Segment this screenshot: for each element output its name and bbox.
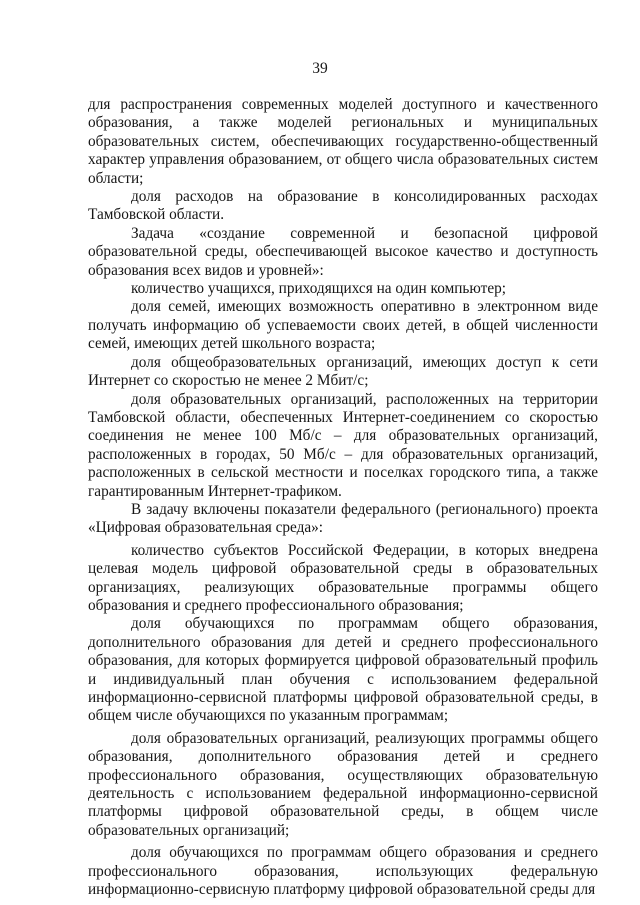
body-text	[88, 96, 598, 899]
paragraph-6: доля общеобразовательных организаций, имеющих доступ к сети Интернет со скоростью не менее 2 Мбит/с;	[88, 353, 598, 390]
paragraph-8: В задачу включены показатели федерального (регионального) проекта «Цифровая образовательная среда»:	[88, 500, 598, 537]
paragraph-5: доля семей, имеющих возможность оперативно в электронном виде получать информацию об успеваемости своих детей, в общей численности семей, имеющих детей школьного возраста;	[88, 298, 598, 353]
paragraph-12: доля обучающихся по программам общего образования и среднего профессионального образования, использующих федеральную информационно-сервисную платформу цифровой образовательной среды для	[88, 844, 598, 899]
paragraph-11: доля образовательных организаций, реализующих программы общего образования, дополнительного образования детей и среднего профессионального образования, осуществляющих образовательную деятельность с использованием федеральной информационно-сервисной платформы цифровой образовательной среды, в общем числе образовательных организаций;	[88, 729, 598, 839]
paragraph-3: Задача «создание современной и безопасной цифровой образовательной среды, обеспечивающей высокое качество и доступность образования всех видов и уровней»:	[88, 224, 598, 279]
paragraph-1: для распространения современных моделей доступного и качественного образования, а также моделей региональных и муниципальных образовательных систем, обеспечивающих государственно-общественный характер управления образованием, от общего числа образовательных систем области;	[88, 96, 598, 187]
paragraph-2: доля расходов на образование в консолидированных расходах Тамбовской области.	[88, 188, 598, 224]
paragraph-7: доля образовательных организаций, расположенных на территории Тамбовской области, обеспеченных Интернет-соединением со скоростью соединения не менее 100 Мб/с – для образовательных организаций, расположенных в городах, 50 Мб/с – для образовательных организаций, расположенных в сельской местности и поселках городского типа, а также гарантированным Интернет-трафиком.	[88, 390, 598, 500]
page-number: 39	[312, 60, 328, 77]
paragraph-10: доля обучающихся по программам общего образования, дополнительного образования для детей и среднего профессионального образования, для которых формируется цифровой образовательный профиль и индивидуальный план обучения с использованием федеральной информационно-сервисной платформы цифровой образовательной среды, в общем числе обучающихся по указанным программам;	[88, 615, 598, 725]
paragraph-9: количество субъектов Российской Федерации, в которых внедрена целевая модель цифровой образовательной среды в образовательных организациях, реализующих образовательные программы общего образования и среднего профессионального образования;	[88, 541, 598, 614]
paragraph-4: количество учащихся, приходящихся на один компьютер;	[131, 280, 507, 298]
